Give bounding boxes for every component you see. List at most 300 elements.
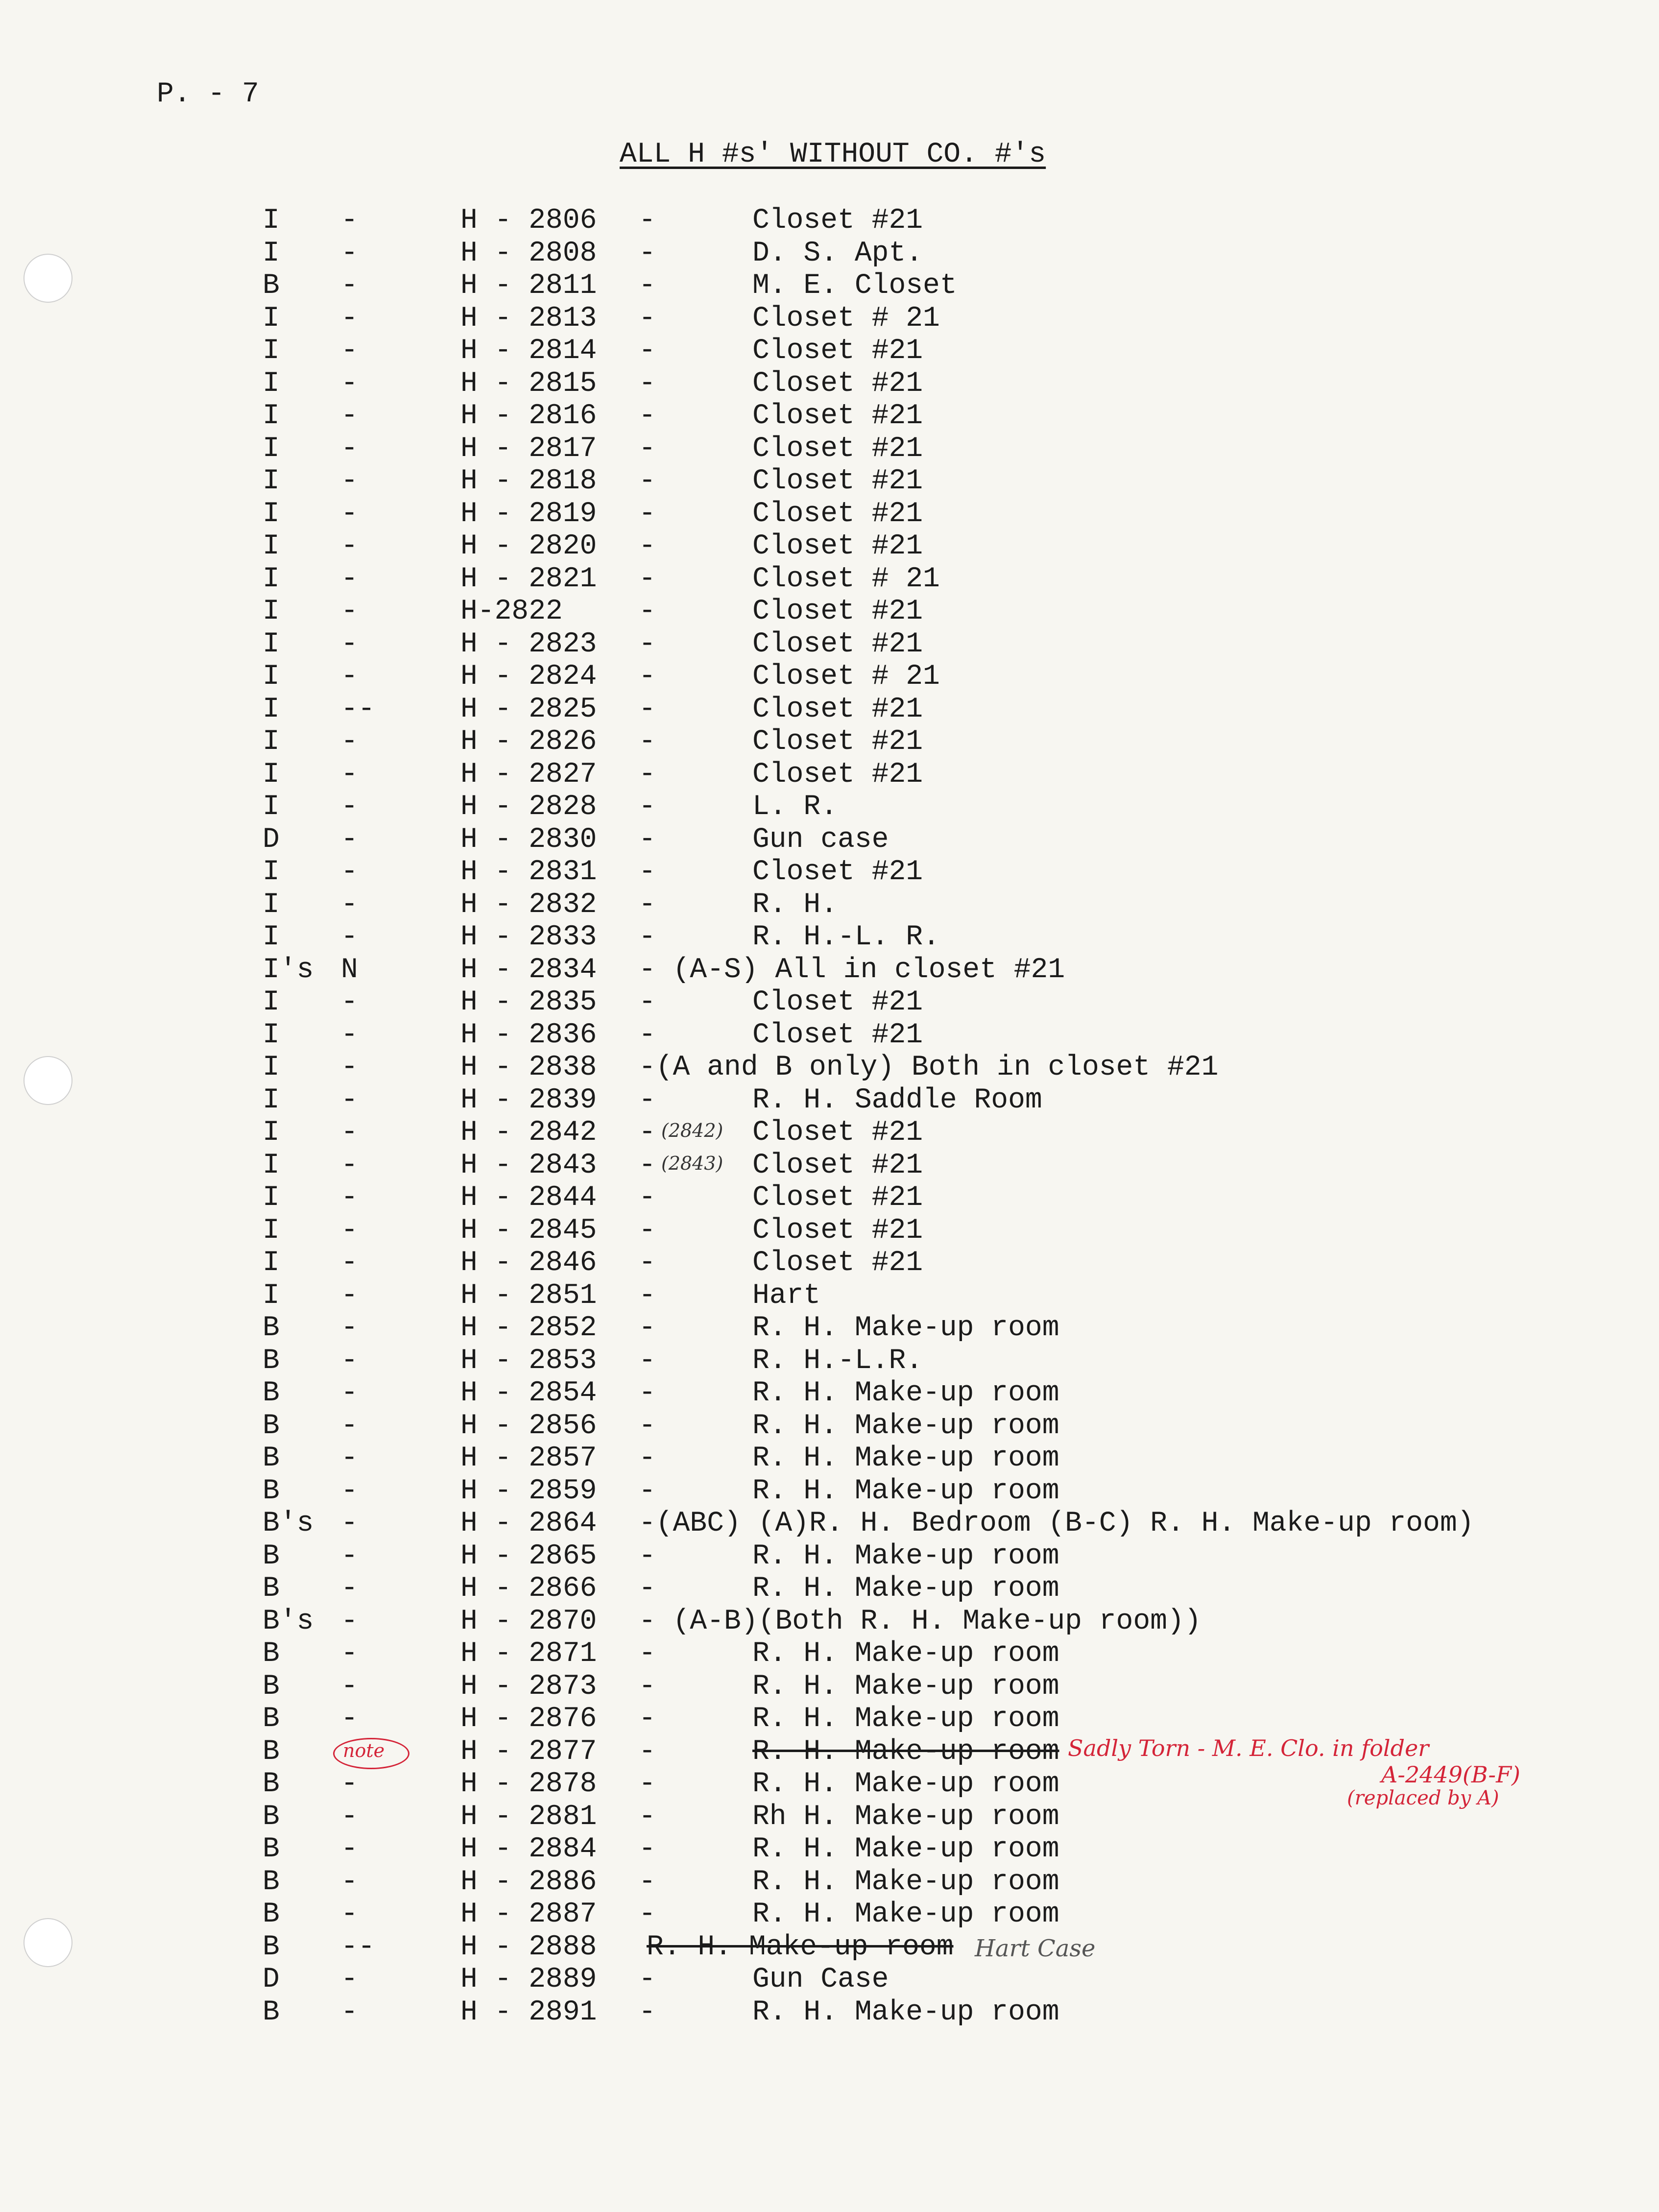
list-item bbox=[0, 498, 1659, 530]
list-item bbox=[0, 1996, 1659, 2029]
row-dash: - bbox=[341, 498, 358, 530]
row-dash: N bbox=[341, 954, 358, 986]
row-separator: - bbox=[639, 596, 656, 627]
row-h-number: H - 2839 bbox=[460, 1084, 597, 1116]
row-separator: - bbox=[639, 1638, 656, 1670]
list-item bbox=[0, 596, 1659, 628]
row-dash: -- bbox=[341, 693, 375, 725]
row-h-number: H - 2820 bbox=[460, 530, 597, 562]
list-item bbox=[0, 1638, 1659, 1670]
list-item bbox=[0, 986, 1659, 1019]
row-separator: - bbox=[639, 1182, 656, 1214]
row-h-number: H - 2852 bbox=[460, 1312, 597, 1344]
list-item bbox=[0, 1899, 1659, 1931]
row-code: I bbox=[263, 465, 280, 497]
list-item bbox=[0, 1247, 1659, 1279]
list-item bbox=[0, 661, 1659, 693]
list-item bbox=[0, 1084, 1659, 1117]
list-item bbox=[0, 1052, 1659, 1084]
list-item bbox=[0, 433, 1659, 465]
row-dash: - bbox=[341, 1084, 358, 1116]
row-dash: - bbox=[341, 1117, 358, 1149]
list-item bbox=[0, 759, 1659, 791]
row-location: M. E. Closet bbox=[752, 270, 957, 302]
row-h-number: H - 2832 bbox=[460, 889, 597, 921]
row-code: I bbox=[263, 661, 280, 693]
row-code: B bbox=[263, 1475, 280, 1507]
row-h-number: H - 2824 bbox=[460, 661, 597, 693]
row-code: I bbox=[263, 1214, 280, 1247]
row-code: B bbox=[263, 1768, 280, 1800]
row-separator: - bbox=[639, 1735, 656, 1768]
row-location: R. H. Make-up room bbox=[647, 1931, 954, 1963]
row-dash: - bbox=[341, 1345, 358, 1377]
row-h-number: H - 2876 bbox=[460, 1703, 597, 1735]
row-h-number: H - 2889 bbox=[460, 1964, 597, 1996]
row-code: B bbox=[263, 1931, 280, 1963]
list-item bbox=[0, 270, 1659, 302]
row-dash: - bbox=[341, 726, 358, 758]
row-separator: - bbox=[639, 1410, 656, 1442]
list-item bbox=[0, 1019, 1659, 1052]
row-location: R. H. Make-up room bbox=[752, 1670, 1059, 1703]
row-code: B bbox=[263, 1377, 280, 1409]
row-separator: - bbox=[639, 1019, 656, 1051]
row-code: B bbox=[263, 1670, 280, 1703]
list-item bbox=[0, 530, 1659, 563]
row-dash: - bbox=[341, 1279, 358, 1312]
row-dash: - bbox=[341, 1605, 358, 1637]
row-location: R. H. Make-up room bbox=[752, 1638, 1059, 1670]
row-code: B bbox=[263, 1703, 280, 1735]
row-dash: - bbox=[341, 1443, 358, 1474]
list-item bbox=[0, 303, 1659, 335]
row-separator: - bbox=[639, 693, 656, 725]
list-item bbox=[0, 1280, 1659, 1312]
row-h-number: H - 2817 bbox=[460, 433, 597, 465]
row-location: Closet #21 bbox=[752, 1117, 923, 1149]
row-separator: - bbox=[639, 1573, 656, 1605]
row-separator: - bbox=[639, 1084, 656, 1116]
row-code: B's bbox=[263, 1508, 314, 1539]
list-item bbox=[0, 1703, 1659, 1735]
row-h-number: H - 2854 bbox=[460, 1377, 597, 1409]
row-separator: - bbox=[639, 1149, 656, 1181]
list-item bbox=[0, 335, 1659, 367]
row-code: B bbox=[263, 1899, 280, 1930]
row-code: I bbox=[263, 921, 280, 953]
row-h-number: H - 2821 bbox=[460, 563, 597, 595]
list-item bbox=[0, 205, 1659, 237]
row-code: I bbox=[263, 1019, 280, 1051]
row-h-number: H-2822 bbox=[460, 596, 563, 627]
row-separator: - bbox=[639, 628, 656, 660]
row-dash: - bbox=[341, 1996, 358, 2028]
row-code: I bbox=[263, 1052, 280, 1083]
row-h-number: H - 2864 bbox=[460, 1508, 597, 1539]
row-location: Closet #21 bbox=[752, 498, 923, 530]
row-code: I bbox=[263, 335, 280, 367]
row-separator: - bbox=[639, 986, 656, 1018]
row-location: Gun Case bbox=[752, 1964, 889, 1996]
row-location: Closet #21 bbox=[752, 433, 923, 465]
row-dash: - bbox=[341, 758, 358, 791]
row-code: I bbox=[263, 367, 280, 400]
row-dash: - bbox=[341, 1475, 358, 1507]
list-item bbox=[0, 628, 1659, 661]
row-h-number: H - 2826 bbox=[460, 726, 597, 758]
row-separator: - bbox=[639, 1964, 656, 1996]
row-separator: - bbox=[639, 335, 656, 367]
row-location: R. H. Make-up room bbox=[752, 1996, 1059, 2028]
row-h-number: H - 2818 bbox=[460, 465, 597, 497]
row-h-number: H - 2836 bbox=[460, 1019, 597, 1051]
grey-note: Hart Case bbox=[975, 1935, 1096, 1962]
row-dash: - bbox=[341, 302, 358, 335]
row-h-number: H - 2844 bbox=[460, 1182, 597, 1214]
row-dash: - bbox=[341, 1052, 358, 1083]
row-code: I bbox=[263, 1117, 280, 1149]
row-code: B bbox=[263, 1312, 280, 1344]
row-separator: - bbox=[639, 889, 656, 921]
list-item bbox=[0, 1377, 1659, 1410]
row-location: Closet #21 bbox=[752, 367, 923, 400]
row-location: Closet #21 bbox=[752, 1182, 923, 1214]
list-item bbox=[0, 368, 1659, 400]
row-location: R. H. Make-up room bbox=[752, 1312, 1059, 1344]
row-h-number: H - 2845 bbox=[460, 1214, 597, 1247]
row-dash: - bbox=[341, 400, 358, 432]
row-location: Closet #21 bbox=[752, 1214, 923, 1247]
row-location: R. H. Make-up room bbox=[752, 1377, 1059, 1409]
list-item bbox=[0, 465, 1659, 498]
row-separator: - bbox=[639, 1117, 656, 1149]
row-location: L. R. bbox=[752, 791, 838, 823]
row-location: Closet #21 bbox=[752, 1019, 923, 1051]
row-location: R. H. Make-up room bbox=[752, 1573, 1059, 1605]
row-h-number: H - 2846 bbox=[460, 1247, 597, 1279]
row-location: Closet # 21 bbox=[752, 302, 940, 335]
row-separator: - bbox=[639, 823, 656, 856]
list-item bbox=[0, 889, 1659, 921]
list-item bbox=[0, 563, 1659, 596]
row-code: I bbox=[263, 889, 280, 921]
list-item bbox=[0, 1540, 1659, 1573]
row-h-number: H - 2851 bbox=[460, 1279, 597, 1312]
row-h-number: H - 2891 bbox=[460, 1996, 597, 2028]
row-code: B bbox=[263, 1996, 280, 2028]
list-item bbox=[0, 791, 1659, 823]
row-h-number: H - 2888 bbox=[460, 1931, 597, 1963]
row-dash: - bbox=[341, 1247, 358, 1279]
row-dash: - bbox=[341, 270, 358, 302]
row-code: I bbox=[263, 1149, 280, 1181]
row-code: I bbox=[263, 1182, 280, 1214]
row-separator: -(ABC) (A)R. H. Bedroom (B-C) R. H. Make-up room) bbox=[639, 1508, 1474, 1539]
list-item bbox=[0, 1475, 1659, 1508]
row-dash: - bbox=[341, 335, 358, 367]
row-code: B's bbox=[263, 1605, 314, 1637]
row-dash: - bbox=[341, 596, 358, 627]
row-code: B bbox=[263, 1573, 280, 1605]
row-h-number: H - 2808 bbox=[460, 237, 597, 269]
row-h-number: H - 2871 bbox=[460, 1638, 597, 1670]
row-separator: - bbox=[639, 1540, 656, 1572]
row-h-number: H - 2831 bbox=[460, 856, 597, 888]
row-separator: - bbox=[639, 237, 656, 269]
row-code: I bbox=[263, 498, 280, 530]
row-code: D bbox=[263, 823, 280, 856]
row-code: I bbox=[263, 1084, 280, 1116]
row-location: Rh H. Make-up room bbox=[752, 1801, 1059, 1833]
row-separator: - bbox=[639, 1801, 656, 1833]
row-location: R. H. Make-up room bbox=[752, 1866, 1059, 1898]
row-separator: - bbox=[639, 498, 656, 530]
row-dash: - bbox=[341, 1670, 358, 1703]
page-number: P. - 7 bbox=[157, 78, 259, 110]
row-code: B bbox=[263, 1443, 280, 1474]
row-location: Closet #21 bbox=[752, 1247, 923, 1279]
row-code: B bbox=[263, 1866, 280, 1898]
row-location: Closet #21 bbox=[752, 986, 923, 1018]
row-separator: - bbox=[639, 856, 656, 888]
row-location: Gun case bbox=[752, 823, 889, 856]
row-h-number: H - 2838 bbox=[460, 1052, 597, 1083]
row-dash: - bbox=[341, 1019, 358, 1051]
row-dash: - bbox=[341, 1964, 358, 1996]
row-dash: - bbox=[341, 823, 358, 856]
row-location: R. H. bbox=[752, 889, 838, 921]
row-dash: - bbox=[341, 1149, 358, 1181]
list-item bbox=[0, 1410, 1659, 1443]
row-h-number: H - 2827 bbox=[460, 758, 597, 791]
row-code: I bbox=[263, 237, 280, 269]
row-separator: - bbox=[639, 465, 656, 497]
row-h-number: H - 2857 bbox=[460, 1443, 597, 1474]
row-separator: - bbox=[639, 1475, 656, 1507]
row-separator: - bbox=[639, 1703, 656, 1735]
row-code: I bbox=[263, 530, 280, 562]
row-code: I bbox=[263, 693, 280, 725]
row-code: B bbox=[263, 1801, 280, 1833]
row-code: I bbox=[263, 596, 280, 627]
row-h-number: H - 2843 bbox=[460, 1149, 597, 1181]
row-h-number: H - 2813 bbox=[460, 302, 597, 335]
row-dash: - bbox=[341, 889, 358, 921]
row-separator: -(A and B only) Both in closet #21 bbox=[639, 1052, 1219, 1083]
row-separator: - bbox=[639, 758, 656, 791]
red-note-line2: A-2449(B-F) bbox=[1381, 1761, 1520, 1788]
row-separator: - bbox=[639, 563, 656, 595]
row-location: Closet #21 bbox=[752, 693, 923, 725]
row-h-number: H - 2865 bbox=[460, 1540, 597, 1572]
row-code: I bbox=[263, 726, 280, 758]
row-dash: - bbox=[341, 1703, 358, 1735]
row-separator: - bbox=[639, 302, 656, 335]
row-h-number: H - 2881 bbox=[460, 1801, 597, 1833]
row-h-number: H - 2828 bbox=[460, 791, 597, 823]
row-separator: - bbox=[639, 433, 656, 465]
list-item bbox=[0, 1150, 1659, 1182]
row-dash: - bbox=[341, 856, 358, 888]
list-item bbox=[0, 921, 1659, 954]
row-h-number: H - 2816 bbox=[460, 400, 597, 432]
row-dash: - bbox=[341, 1214, 358, 1247]
row-location: Closet #21 bbox=[752, 1149, 923, 1181]
row-location: Closet #21 bbox=[752, 205, 923, 237]
row-separator: - bbox=[639, 1312, 656, 1344]
row-separator: - bbox=[639, 791, 656, 823]
row-code: I bbox=[263, 400, 280, 432]
row-dash: - bbox=[341, 1540, 358, 1572]
row-code: I bbox=[263, 433, 280, 465]
list-item bbox=[0, 1117, 1659, 1149]
row-separator: - bbox=[639, 205, 656, 237]
row-h-number: H - 2859 bbox=[460, 1475, 597, 1507]
row-code: B bbox=[263, 1833, 280, 1865]
row-code: B bbox=[263, 1345, 280, 1377]
row-dash: - bbox=[341, 563, 358, 595]
row-separator: - bbox=[639, 1279, 656, 1312]
row-code: I bbox=[263, 758, 280, 791]
row-h-number: H - 2886 bbox=[460, 1866, 597, 1898]
list-item bbox=[0, 1671, 1659, 1703]
list-item bbox=[0, 1182, 1659, 1214]
list-item bbox=[0, 1931, 1659, 1964]
row-separator: - bbox=[639, 1866, 656, 1898]
row-separator: - (A-S) All in closet #21 bbox=[639, 954, 1065, 986]
list-item bbox=[0, 1866, 1659, 1899]
row-separator: - bbox=[639, 1996, 656, 2028]
row-location: Closet # 21 bbox=[752, 563, 940, 595]
row-code: B bbox=[263, 1540, 280, 1572]
row-h-number: H - 2830 bbox=[460, 823, 597, 856]
list-item bbox=[0, 694, 1659, 726]
row-location: Closet #21 bbox=[752, 465, 923, 497]
row-separator: - bbox=[639, 400, 656, 432]
row-dash: - bbox=[341, 205, 358, 237]
row-h-number: H - 2856 bbox=[460, 1410, 597, 1442]
row-dash: - bbox=[341, 1508, 358, 1539]
row-location: R. H. Make-up room bbox=[752, 1443, 1059, 1474]
row-location: D. S. Apt. bbox=[752, 237, 923, 269]
list-item bbox=[0, 824, 1659, 856]
row-code: B bbox=[263, 1638, 280, 1670]
row-separator: - bbox=[639, 1345, 656, 1377]
row-dash: - bbox=[341, 367, 358, 400]
handwritten-number: (2843) bbox=[661, 1152, 723, 1174]
row-h-number: H - 2884 bbox=[460, 1833, 597, 1865]
row-dash: - bbox=[341, 1377, 358, 1409]
list-item bbox=[0, 1345, 1659, 1377]
row-location: Hart bbox=[752, 1279, 821, 1312]
list-item bbox=[0, 400, 1659, 433]
row-location: R. H. Make-up room bbox=[752, 1899, 1059, 1930]
row-code: I bbox=[263, 563, 280, 595]
row-location: Closet #21 bbox=[752, 335, 923, 367]
row-code: B bbox=[263, 1735, 280, 1768]
row-location: R. H. Saddle Room bbox=[752, 1084, 1042, 1116]
row-location: R. H.-L. R. bbox=[752, 921, 940, 953]
row-dash: - bbox=[341, 1312, 358, 1344]
row-location: R. H. Make-up room bbox=[752, 1475, 1059, 1507]
row-separator: - bbox=[639, 1377, 656, 1409]
list-item bbox=[0, 1573, 1659, 1605]
row-h-number: H - 2833 bbox=[460, 921, 597, 953]
row-code: B bbox=[263, 270, 280, 302]
row-location: Closet #21 bbox=[752, 596, 923, 627]
list-item bbox=[0, 1312, 1659, 1345]
row-separator: - bbox=[639, 1443, 656, 1474]
row-dash: - bbox=[341, 1410, 358, 1442]
row-location: Closet # 21 bbox=[752, 661, 940, 693]
row-dash: - bbox=[341, 791, 358, 823]
red-note-line1: Sadly Torn - M. E. Clo. in folder bbox=[1068, 1735, 1429, 1761]
row-code: I bbox=[263, 791, 280, 823]
row-separator: - (A-B)(Both R. H. Make-up room)) bbox=[639, 1605, 1202, 1637]
row-h-number: H - 2866 bbox=[460, 1573, 597, 1605]
row-h-number: H - 2834 bbox=[460, 954, 597, 986]
red-note-line3: (replaced by A) bbox=[1347, 1787, 1499, 1809]
row-dash: - bbox=[341, 1573, 358, 1605]
row-separator: - bbox=[639, 726, 656, 758]
row-h-number: H - 2878 bbox=[460, 1768, 597, 1800]
row-h-number: H - 2806 bbox=[460, 205, 597, 237]
row-code: D bbox=[263, 1964, 280, 1996]
row-code: I bbox=[263, 856, 280, 888]
list-item bbox=[0, 726, 1659, 758]
row-h-number: H - 2823 bbox=[460, 628, 597, 660]
row-code: I's bbox=[263, 954, 314, 986]
row-code: I bbox=[263, 986, 280, 1018]
row-code: I bbox=[263, 628, 280, 660]
row-dash: - bbox=[341, 1182, 358, 1214]
row-dash: - bbox=[341, 628, 358, 660]
row-separator: - bbox=[639, 921, 656, 953]
row-h-number: H - 2825 bbox=[460, 693, 597, 725]
row-h-number: H - 2870 bbox=[460, 1605, 597, 1637]
row-h-number: H - 2887 bbox=[460, 1899, 597, 1930]
row-dash: - bbox=[341, 1638, 358, 1670]
row-dash: - bbox=[341, 465, 358, 497]
row-code: I bbox=[263, 1279, 280, 1312]
row-dash: - bbox=[341, 237, 358, 269]
row-dash: - bbox=[341, 986, 358, 1018]
list-item bbox=[0, 1964, 1659, 1996]
row-location: Closet #21 bbox=[752, 530, 923, 562]
row-location: Closet #21 bbox=[752, 628, 923, 660]
row-location: Closet #21 bbox=[752, 856, 923, 888]
list-item bbox=[0, 1606, 1659, 1638]
handwritten-number: (2842) bbox=[661, 1120, 723, 1141]
row-h-number: H - 2811 bbox=[460, 270, 597, 302]
row-dash: - bbox=[341, 1768, 358, 1800]
row-separator: - bbox=[639, 1247, 656, 1279]
row-dash: - bbox=[341, 921, 358, 953]
row-dash: -- bbox=[341, 1931, 375, 1963]
list-item bbox=[0, 954, 1659, 986]
row-h-number: H - 2877 bbox=[460, 1735, 597, 1768]
row-location: R. H. Make-up room bbox=[752, 1410, 1059, 1442]
row-separator: - bbox=[639, 1768, 656, 1800]
row-code: I bbox=[263, 1247, 280, 1279]
row-h-number: H - 2842 bbox=[460, 1117, 597, 1149]
list-item bbox=[0, 1508, 1659, 1540]
row-location: R. H. Make-up room bbox=[752, 1703, 1059, 1735]
row-location: Closet #21 bbox=[752, 400, 923, 432]
row-dash: - bbox=[341, 433, 358, 465]
row-code: I bbox=[263, 205, 280, 237]
